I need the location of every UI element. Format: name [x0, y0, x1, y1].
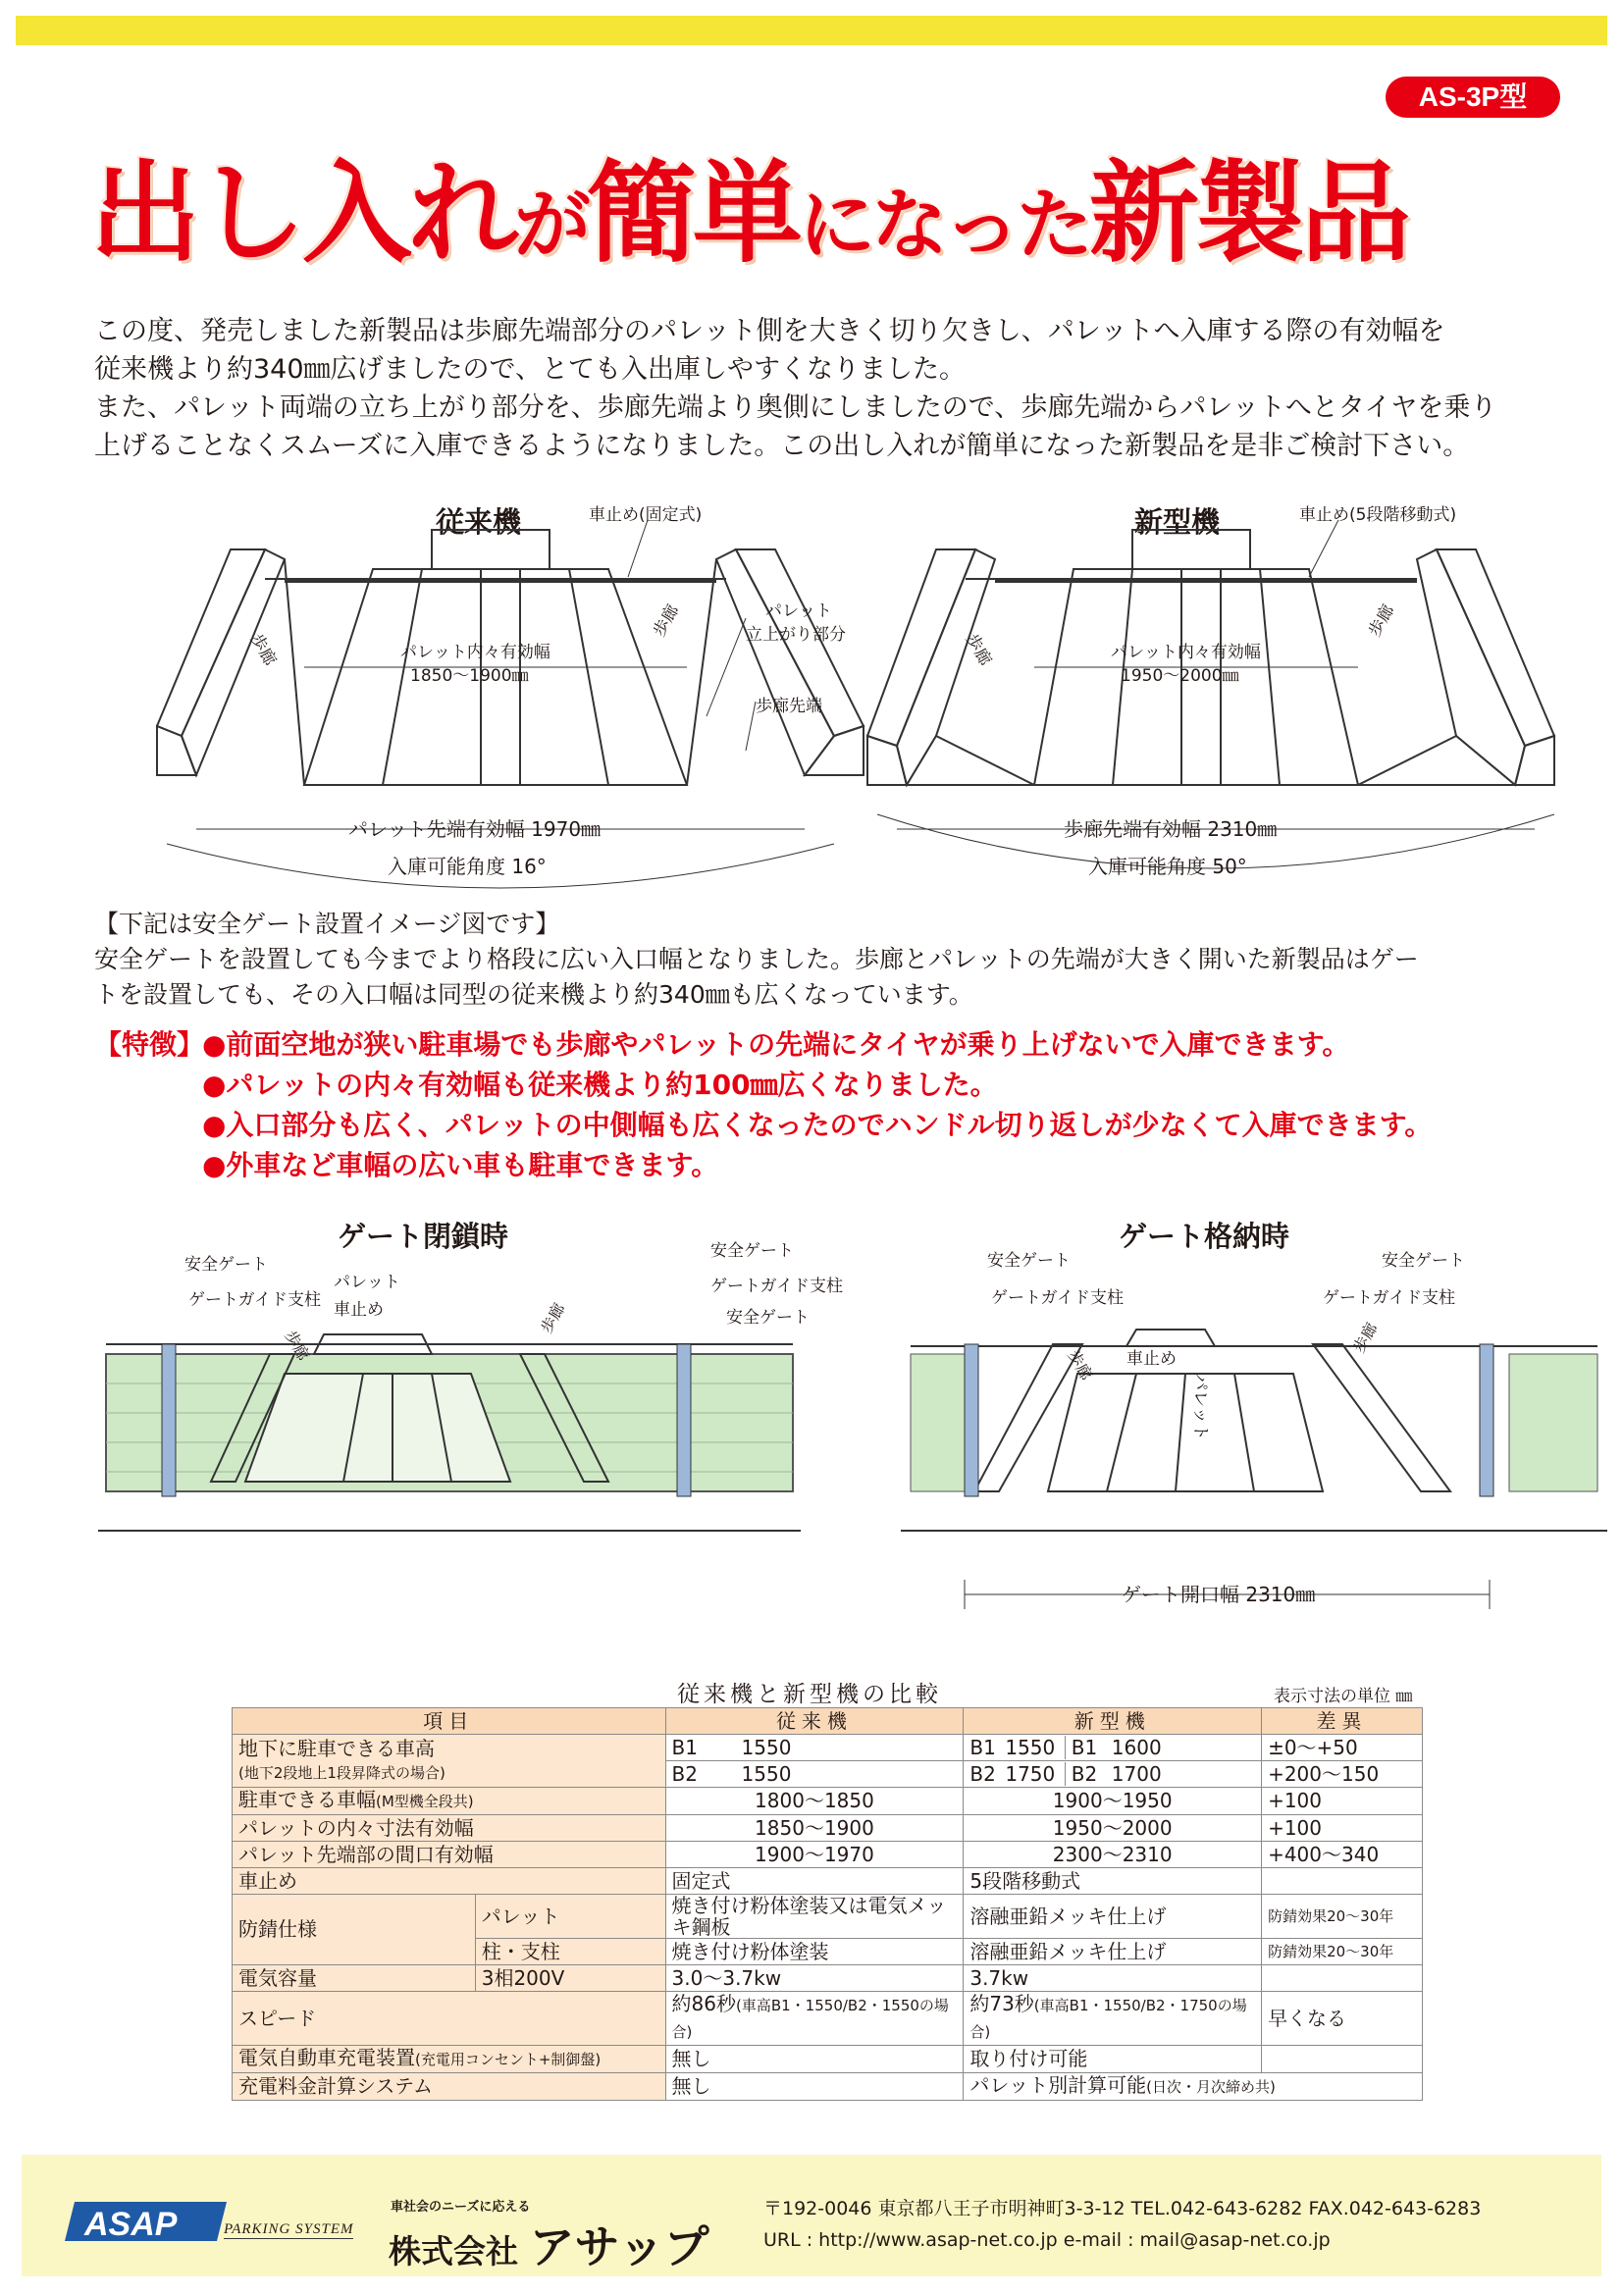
features-list	[94, 1024, 1586, 1185]
old-stopper-label: 車止め(固定式)	[589, 505, 703, 525]
old-model-title: 従来機	[436, 505, 522, 539]
feature-item: ●パレットの内々有効幅も従来機より約100㎜広くなりました。	[202, 1069, 998, 1101]
gate-note-line: トを設置しても、その入口幅は同型の従来機より約340㎜も広くなっています。	[94, 980, 973, 1009]
height-label: 地下に駐車できる車高	[238, 1736, 435, 1760]
new-walkway-left-label: 歩廊	[961, 630, 995, 669]
headline-part4: になった	[799, 182, 1090, 270]
open-guide-post-label-left: ゲートガイド支柱	[991, 1288, 1124, 1308]
cell: +200〜150	[1262, 1761, 1423, 1788]
open-opening-width-label: ゲート開口幅 2310㎜	[1122, 1583, 1316, 1606]
gate-open-title: ゲート格納時	[1119, 1220, 1290, 1253]
gate-closed-title: ゲート閉鎖時	[338, 1220, 509, 1253]
new-stopper-label: 車止め(5段階移動式)	[1299, 505, 1457, 525]
logo-text: ASAP	[84, 2206, 178, 2243]
open-safety-gate-label-right: 安全ゲート	[1382, 1251, 1465, 1271]
table-row: 電気容量 3相200V 3.0〜3.7kw 3.7kw	[233, 1965, 1423, 1992]
closed-safety-gate-label-right: 安全ゲート	[710, 1241, 794, 1261]
intro-line: この度、発売しました新製品は歩廊先端部分のパレット側を大きく切り欠きし、パレットへ入庫する際の有効幅を	[94, 316, 1445, 346]
intro-line: 上げることなくスムーズに入庫できるようになりました。この出し入れが簡単になった新製品を是非ご検討下さい。	[94, 431, 1470, 461]
logo-sub: PARKING SYSTEM	[224, 2221, 354, 2237]
open-guide-post-label-right: ゲートガイド支柱	[1323, 1288, 1455, 1308]
table-row: 充電料金計算システム 無し パレット別計算可能(日次・月次締め共)	[233, 2073, 1423, 2101]
headline-part1: 出し入れ	[90, 150, 514, 278]
comparison-table	[232, 1707, 1423, 2101]
old-angle-label: 入庫可能角度 16°	[388, 855, 547, 878]
header-new: 新型機	[964, 1708, 1262, 1735]
gate-note	[94, 907, 1566, 1013]
header-diff: 差異	[1262, 1708, 1423, 1735]
new-walkway-right-label: 歩廊	[1365, 601, 1399, 641]
company-name: 株式会社 アサップ	[389, 2220, 709, 2273]
gate-open-diagram	[901, 1236, 1607, 1648]
new-angle-label: 入庫可能角度 50°	[1088, 855, 1247, 878]
unit-note: 表示寸法の単位 ㎜	[1274, 1687, 1413, 1706]
old-model-diagram	[157, 491, 864, 883]
intro-line: また、パレット両端の立ち上がり部分を、歩廊先端より奥側にしましたので、歩廊先端からパレットへとタイヤを乗り	[94, 392, 1497, 423]
cell: ±0〜+50	[1262, 1735, 1423, 1761]
model-badge: AS-3P型	[1386, 77, 1560, 118]
closed-walkway-left-label: 歩廊	[281, 1327, 313, 1364]
table-row: 防錆仕様 パレット 焼き付け粉体塗装又は電気メッキ鋼板 溶融亜鉛メッキ仕上げ 防錆効果20〜30年	[233, 1895, 1423, 1939]
intro-text	[94, 312, 1566, 465]
asap-logo	[65, 2192, 232, 2251]
open-walkway-right-label: 歩廊	[1349, 1319, 1382, 1356]
table-row: 駐車できる車幅(M型機全段共) 1800〜1850 1900〜1950 +100	[233, 1788, 1423, 1815]
table-row: 柱・支柱 焼き付け粉体塗装 溶融亜鉛メッキ仕上げ 防錆効果20〜30年	[233, 1939, 1423, 1965]
open-stopper-label: 車止め	[1126, 1349, 1177, 1369]
old-pallet-rise-label2: 立上がり部分	[746, 625, 846, 645]
table-header-row	[233, 1708, 1423, 1735]
closed-stopper-label: 車止め	[334, 1300, 384, 1320]
company-address: 〒192-0046 東京都八王子市明神町3-3-12 TEL.042-643-6282 FAX.042-643-6283	[763, 2198, 1482, 2219]
headline-part2: が	[514, 182, 588, 270]
feature-item: ●入口部分も広く、パレットの中側幅も広くなったのでハンドル切り返しが少なくて入庫できます。	[202, 1109, 1433, 1141]
table-row: パレット先端部の間口有効幅 1900〜1970 2300〜2310 +400〜340	[233, 1842, 1423, 1868]
new-inner-width-label: パレット内々有効幅	[1111, 643, 1261, 662]
closed-guide-post-label-right: ゲートガイド支柱	[710, 1277, 843, 1296]
new-model-diagram	[867, 491, 1574, 883]
headline-part3: 簡単	[587, 150, 800, 278]
headline-part5: 新製品	[1089, 150, 1408, 278]
closed-safety-gate-label-left: 安全ゲート	[184, 1255, 268, 1275]
header-item: 項目	[233, 1708, 666, 1735]
company-url[interactable]: URL : http://www.asap-net.co.jp e-mail : mail@asap-net.co.jp	[763, 2229, 1331, 2251]
header-old: 従来機	[665, 1708, 964, 1735]
table-row: 車止め 固定式 5段階移動式	[233, 1868, 1423, 1895]
top-yellow-bar	[16, 16, 1607, 45]
old-pallet-rise-label: パレット	[765, 601, 832, 621]
old-inner-width-label: パレット内々有効幅	[400, 643, 550, 662]
headline	[90, 126, 1562, 278]
intro-line: 従来機より約340㎜広げましたので、とても入出庫しやすくなりました。	[94, 354, 966, 385]
company-tagline: 車社会のニーズに応える	[391, 2200, 531, 2215]
new-model-title: 新型機	[1134, 505, 1221, 539]
height-sub: (地下2段地上1段昇降式の場合)	[238, 1763, 445, 1782]
gate-note-line: 【下記は安全ゲート設置イメージ図です】	[94, 910, 560, 938]
open-walkway-left-label: 歩廊	[1064, 1346, 1096, 1383]
closed-walkway-right-label: 歩廊	[537, 1299, 569, 1336]
feature-item: ●外車など車幅の広い車も駐車できます。	[202, 1149, 719, 1181]
closed-pallet-label: パレット	[334, 1273, 400, 1292]
cell: 1550	[741, 1735, 792, 1759]
old-walkway-tip-label: 歩廊先端	[756, 697, 822, 716]
table-row: 電気自動車充電装置(充電用コンセント+制御盤) 無し 取り付け可能	[233, 2046, 1423, 2073]
old-walkway-right-label: 歩廊	[650, 601, 684, 641]
closed-safety-gate-label-right2: 安全ゲート	[726, 1308, 810, 1328]
new-inner-width-value: 1950〜2000㎜	[1121, 666, 1239, 686]
features-tag: 【特徴】	[94, 1028, 205, 1061]
open-safety-gate-label-left: 安全ゲート	[987, 1251, 1071, 1271]
table-row: B2 1550 B2 1750 B2 1700 +200〜150	[233, 1761, 1423, 1788]
old-walkway-left-label: 歩廊	[245, 630, 280, 669]
old-inner-width-value: 1850〜1900㎜	[410, 666, 529, 686]
gate-closed-diagram	[98, 1236, 843, 1590]
cell: B1	[671, 1735, 698, 1759]
new-tip-width-label: 歩廊先端有効幅 2310㎜	[1064, 817, 1278, 841]
table-row: スピード 約86秒(車高B1・1550/B2・1550の場合) 約73秒(車高B1・1550/B2・1750の場合) 早くなる	[233, 1992, 1423, 2046]
gate-note-line: 安全ゲートを設置しても今までより格段に広い入口幅となりました。歩廊とパレットの先端が大きく開いた新製品はゲー	[94, 945, 1419, 973]
table-row: 地下に駐車できる車高 (地下2段地上1段昇降式の場合) B1 1550 B1 1550 B1 1600 ±0〜+50	[233, 1735, 1423, 1761]
feature-item: 【特徴】●前面空地が狭い駐車場でも歩廊やパレットの先端にタイヤが乗り上げないで入庫できます。	[94, 1024, 1586, 1065]
open-pallet-label: パレット	[1190, 1374, 1210, 1440]
old-tip-width-label: パレット先端有効幅 1970㎜	[348, 817, 602, 841]
closed-guide-post-label-left: ゲートガイド支柱	[188, 1290, 321, 1310]
comparison-caption: 従来機と新型機の比較	[677, 1682, 942, 1707]
table-row: パレットの内々寸法有効幅 1850〜1900 1950〜2000 +100	[233, 1815, 1423, 1842]
